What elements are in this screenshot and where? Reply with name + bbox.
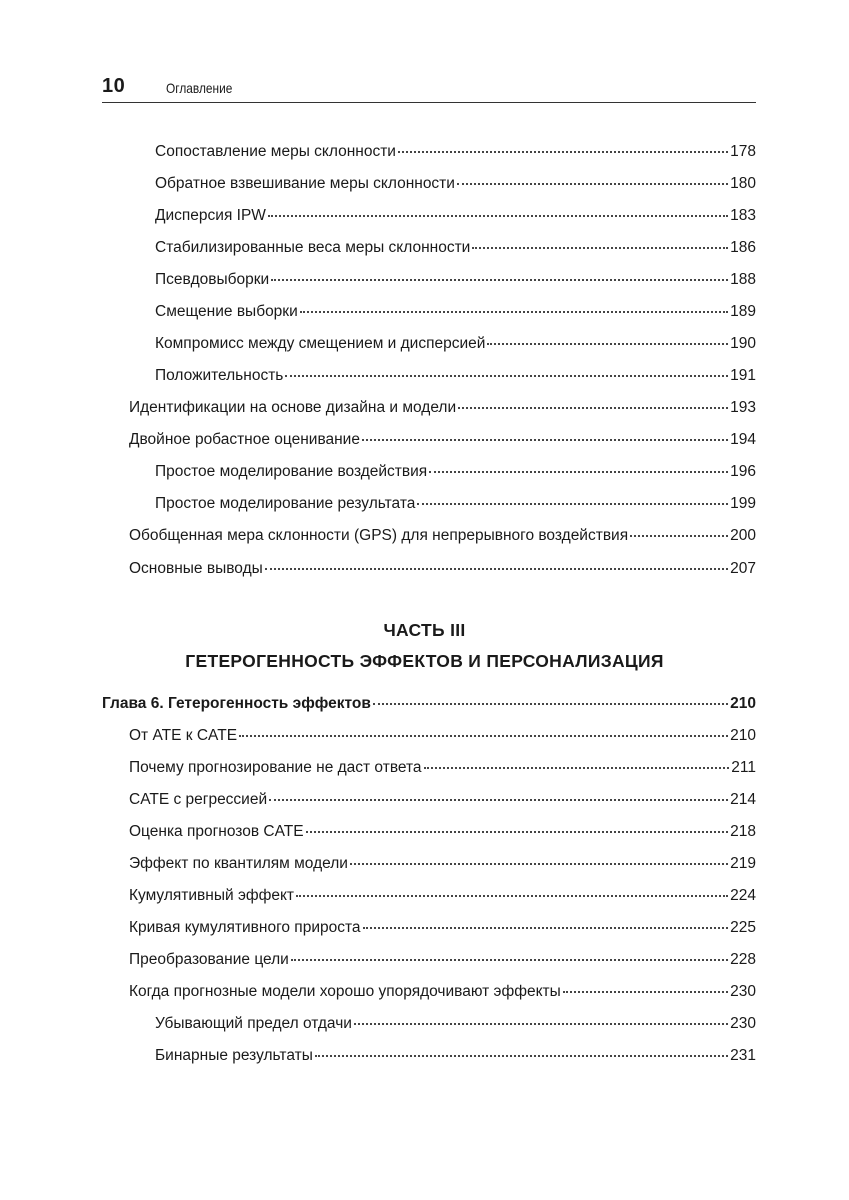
toc-entry-label: Стабилизированные веса меры склонности	[155, 239, 471, 256]
toc-entry[interactable]	[129, 919, 756, 941]
toc-entry-page: 210	[730, 727, 756, 744]
toc-entry-page: 194	[730, 431, 756, 448]
dot-leader	[291, 958, 728, 961]
toc-entry[interactable]	[129, 727, 756, 749]
toc-entry-page: 231	[730, 1047, 756, 1064]
toc-entry-label: Дисперсия IPW	[155, 207, 266, 224]
toc-entry-page: 199	[730, 495, 756, 512]
dot-leader	[457, 182, 728, 185]
toc-entry-label: Простое моделирование воздействия	[155, 463, 428, 480]
part-subtitle: ГЕТЕРОГЕННОСТЬ ЭФФЕКТОВ И ПЕРСОНАЛИЗАЦИЯ	[185, 651, 664, 671]
toc-entry-label: Компромисс между смещением и дисперсией	[155, 335, 486, 352]
toc-entry-label: Обратное взвешивание меры склонности	[155, 175, 455, 192]
toc-entry[interactable]	[155, 143, 756, 165]
dot-leader	[472, 246, 728, 249]
toc-entry-page: 228	[730, 951, 756, 968]
toc-entry-page: 189	[730, 303, 756, 320]
toc-entry-label: Положительность	[155, 367, 284, 384]
toc-entry[interactable]	[129, 951, 756, 973]
toc-entry-label: Основные выводы	[129, 560, 263, 577]
toc-entry[interactable]	[129, 887, 756, 909]
toc-entry[interactable]	[155, 463, 756, 485]
dot-leader	[417, 502, 728, 505]
part-title: ЧАСТЬ III	[383, 620, 466, 640]
dot-leader	[265, 567, 728, 570]
toc-entry[interactable]	[155, 1015, 756, 1037]
toc-entry[interactable]	[129, 560, 756, 582]
dot-leader	[306, 830, 729, 833]
toc-entry-label: Идентификации на основе дизайна и модели	[129, 399, 457, 416]
toc-entry-label: Двойное робастное оценивание	[129, 431, 360, 448]
dot-leader	[296, 894, 728, 897]
toc-entry-label: Псевдовыборки	[155, 271, 270, 288]
dot-leader	[424, 766, 730, 769]
toc-entry-page: 196	[730, 463, 756, 480]
toc-entry-page: 207	[730, 560, 756, 577]
toc-entry[interactable]	[129, 759, 756, 781]
toc-entry-page: 214	[730, 791, 756, 808]
toc-entry-label: Обобщенная мера склонности (GPS) для непрерывного воздействия	[129, 527, 629, 544]
toc-entry-label: Смещение выборки	[155, 303, 298, 320]
toc-entry[interactable]	[155, 175, 756, 197]
toc-entry-page: 200	[730, 527, 756, 544]
toc-chapter-entry[interactable]	[102, 695, 756, 717]
chapter-page: 210	[730, 695, 756, 712]
dot-leader	[271, 278, 728, 281]
toc-entry-page: 230	[730, 983, 756, 1000]
toc-entry-label: CATE с регрессией	[129, 791, 268, 808]
dot-leader	[363, 926, 729, 929]
toc-entry-label: Убывающий предел отдачи	[155, 1015, 352, 1032]
dot-leader	[239, 734, 728, 737]
toc-entry-label: От ATE к CATE	[129, 727, 238, 744]
dot-leader	[398, 150, 728, 153]
page-number: 10	[102, 75, 126, 97]
dot-leader	[458, 406, 728, 409]
toc-entry-label: Простое моделирование результата	[155, 495, 416, 512]
toc-entry[interactable]	[129, 399, 756, 421]
dot-leader	[269, 798, 728, 801]
toc-entry-label: Эффект по квантилям модели	[129, 855, 348, 872]
toc-entry[interactable]	[129, 823, 756, 845]
toc-entry-label: Оценка прогнозов CATE	[129, 823, 304, 840]
toc-entry-page: 193	[730, 399, 756, 416]
dot-leader	[315, 1054, 728, 1057]
toc-entry-page: 219	[730, 855, 756, 872]
toc-entry-page: 180	[730, 175, 756, 192]
dot-leader	[362, 438, 728, 441]
part-heading	[0, 620, 849, 672]
toc-entry-label: Сопоставление меры склонности	[155, 143, 396, 160]
toc-entry-label: Когда прогнозные модели хорошо упорядочивают эффекты	[129, 983, 561, 1000]
dot-leader	[429, 470, 728, 473]
toc-entry-page: 178	[730, 143, 756, 160]
toc-entry[interactable]	[155, 495, 756, 517]
toc-entry-page: 224	[730, 887, 756, 904]
dot-leader	[268, 214, 728, 217]
toc-entry[interactable]	[155, 367, 756, 389]
toc-entry-page: 183	[730, 207, 756, 224]
toc-entry[interactable]	[129, 983, 756, 1005]
toc-entry-page: 186	[730, 239, 756, 256]
toc-entry[interactable]	[129, 527, 756, 549]
toc-entry-page: 218	[730, 823, 756, 840]
toc-entry-page: 225	[730, 919, 756, 936]
dot-leader	[373, 702, 728, 705]
dot-leader	[630, 534, 728, 537]
toc-entry[interactable]	[155, 271, 756, 293]
toc-entry[interactable]	[129, 791, 756, 813]
toc-entry-label: Преобразование цели	[129, 951, 289, 968]
running-title: Оглавление	[166, 80, 233, 96]
toc-entry[interactable]	[155, 239, 756, 261]
toc-entry[interactable]	[155, 335, 756, 357]
toc-entry[interactable]	[155, 207, 756, 229]
toc-entry-label: Кумулятивный эффект	[129, 887, 295, 904]
toc-entry[interactable]	[155, 1047, 756, 1069]
toc-entry-page: 191	[730, 367, 756, 384]
dot-leader	[354, 1022, 728, 1025]
toc-entry-page: 230	[730, 1015, 756, 1032]
toc-entry-page: 190	[730, 335, 756, 352]
dot-leader	[563, 990, 728, 993]
dot-leader	[487, 342, 728, 345]
toc-entry[interactable]	[129, 431, 756, 453]
toc-entry-label: Бинарные результаты	[155, 1047, 313, 1064]
dot-leader	[285, 374, 728, 377]
toc-entry-page: 211	[731, 759, 756, 776]
dot-leader	[350, 862, 728, 865]
toc-entry[interactable]	[155, 303, 756, 325]
chapter-label: Глава 6. Гетерогенность эффектов	[102, 695, 371, 712]
toc-entry-label: Кривая кумулятивного прироста	[129, 919, 361, 936]
toc-entry[interactable]	[129, 855, 756, 877]
dot-leader	[300, 310, 728, 313]
page-header	[102, 72, 756, 103]
toc-entry-label: Почему прогнозирование не даст ответа	[129, 759, 422, 776]
toc-entry-page: 188	[730, 271, 756, 288]
